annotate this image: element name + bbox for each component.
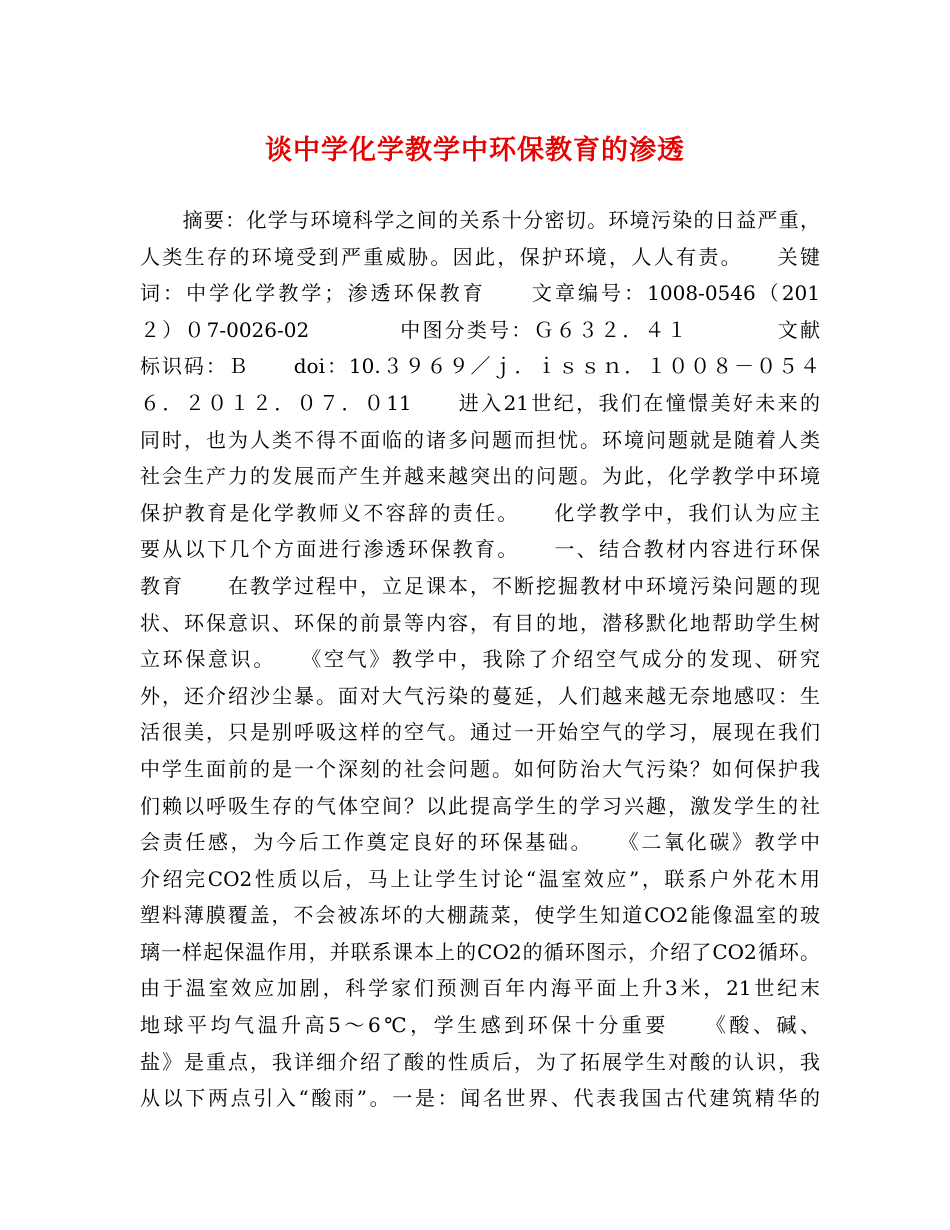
body-line: ２）０7-0026-02 中图分类号：Ｇ６３２．４１ 文献 <box>140 317 820 342</box>
body-line: 词：中学化学教学；渗透环保教育 文章编号：1008-0546（201 <box>140 281 820 306</box>
body-line: 塑料薄膜覆盖，不会被冻坏的大棚蔬菜，使学生知道CO2能像温室的玻 <box>140 903 820 928</box>
body-line: 保护教育是化学教师义不容辞的责任。 化学教学中，我们认为应主 <box>140 500 820 525</box>
body-line: 地球平均气温升高5～6℃，学生感到环保十分重要 《酸、碱、 <box>140 1013 820 1038</box>
body-line: 由于温室效应加剧，科学家们预测百年内海平面上升3米，21世纪末 <box>140 976 820 1001</box>
body-line: 会责任感，为今后工作奠定良好的环保基础。 《二氧化碳》教学中 <box>140 830 820 855</box>
document-body <box>140 202 820 1117</box>
body-line: 璃一样起保温作用，并联系课本上的CO2的循环图示，介绍了CO2循环。 <box>140 939 820 964</box>
body-line: 立环保意识。 《空气》教学中，我除了介绍空气成分的发现、研究 <box>140 647 820 672</box>
body-line: 介绍完CO2性质以后，马上让学生讨论“温室效应”，联系户外花木用 <box>140 866 820 891</box>
body-line: 外，还介绍沙尘暴。面对大气污染的蔓延，人们越来越无奈地感叹：生 <box>140 683 820 708</box>
body-line: 状、环保意识、环保的前景等内容，有目的地，潜移默化地帮助学生树 <box>140 610 820 635</box>
body-line: 教育 在教学过程中，立足课本，不断挖掘教材中环境污染问题的现 <box>140 573 820 598</box>
body-line: 标识码：Ｂ doi：10.３９６９／ｊ．ｉｓｓｎ．１００８－０５４ <box>140 354 820 379</box>
body-line: 盐》是重点，我详细介绍了酸的性质后，为了拓展学生对酸的认识，我 <box>140 1049 820 1074</box>
body-line: 从以下两点引入“酸雨”。一是：闻名世界、代表我国古代建筑精华的 <box>140 1086 820 1111</box>
body-line: 社会生产力的发展而产生并越来越突出的问题。为此，化学教学中环境 <box>140 464 820 489</box>
body-line: 同时，也为人类不得不面临的诸多问题而担忧。环境问题就是随着人类 <box>140 427 820 452</box>
body-line: 人类生存的环境受到严重威胁。因此，保护环境，人人有责。 关键 <box>140 244 820 269</box>
body-line: 活很美，只是别呼吸这样的空气。通过一开始空气的学习，展现在我们 <box>140 720 820 745</box>
body-line: 要从以下几个方面进行渗透环保教育。 一、结合教材内容进行环保 <box>140 537 820 562</box>
body-line: 中学生面前的是一个深刻的社会问题。如何防治大气污染？如何保护我 <box>140 756 820 781</box>
document-title: 谈中学化学教学中环保教育的渗透 <box>265 135 685 166</box>
body-line: ６．２０１２．０７．０11 进入21世纪，我们在憧憬美好未来的 <box>140 390 820 415</box>
body-line: 们赖以呼吸生存的气体空间？以此提高学生的学习兴趣，激发学生的社 <box>140 793 820 818</box>
body-line: 摘要：化学与环境科学之间的关系十分密切。环境污染的日益严重， <box>140 208 820 232</box>
